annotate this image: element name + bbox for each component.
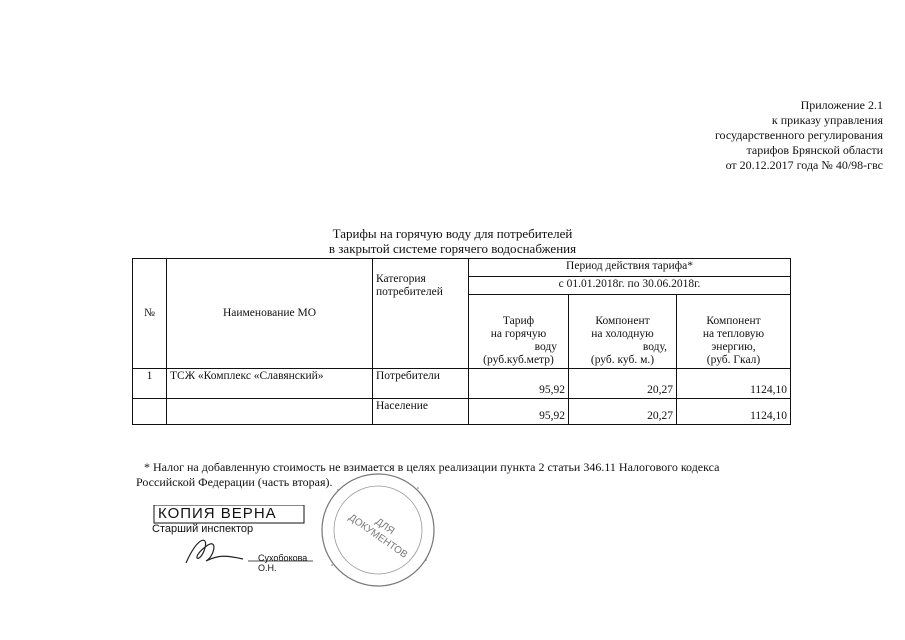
- header-tariff: Тариф на горячую воду (руб.куб.метр): [469, 295, 569, 369]
- stamp-title: КОПИЯ ВЕРНА: [158, 505, 277, 522]
- footnote-line-1: * Налог на добавленную стоимость не взимается в целях реализации пункта 2 статьи 346.11 Налогового кодекса: [144, 460, 720, 474]
- cell-cold: 20,27: [569, 369, 677, 399]
- cell-category: Потребители: [373, 369, 469, 399]
- cell-cold: 20,27: [569, 399, 677, 425]
- cell-tariff: 95,92: [469, 369, 569, 399]
- cell-tariff: 95,92: [469, 399, 569, 425]
- document-title: [0, 226, 905, 256]
- copy-stamp: [148, 505, 318, 575]
- header-heat: Компонент на тепловую энергию, (руб. Гкал): [677, 295, 791, 369]
- stamp-position: Старший инспектор: [152, 523, 254, 535]
- table-row: [133, 399, 791, 425]
- appendix-line: тарифов Брянской области: [746, 143, 883, 157]
- title-line-1: Тарифы на горячую воду для потребителей: [332, 226, 573, 241]
- footnote-line-2: Российской Федерации (часть вторая).: [136, 475, 333, 489]
- stamp-name: Сухобокова О.Н.: [258, 553, 308, 573]
- footnote: [136, 460, 776, 490]
- cell-mo: [167, 399, 373, 425]
- appendix-line: Приложение 2.1: [800, 98, 883, 112]
- header-mo: Наименование МО: [167, 259, 373, 369]
- seal-stamp: [318, 470, 438, 590]
- header-cold: Компонент на холодную воду, (руб. куб. м.): [569, 295, 677, 369]
- cell-num: 1: [133, 369, 167, 399]
- appendix-block: [715, 98, 883, 173]
- header-num: №: [133, 259, 167, 369]
- tariff-table: [132, 258, 791, 425]
- appendix-line: к приказу управления: [771, 113, 883, 127]
- header-category: Категория потребителей: [373, 259, 469, 369]
- appendix-line: от 20.12.2017 года № 40/98-гвс: [725, 158, 883, 172]
- title-line-2: в закрытой системе горячего водоснабжения: [328, 241, 577, 256]
- seal-text: ДЛЯ ДОКУМЕНТОВ: [346, 512, 410, 561]
- table-row: [133, 369, 791, 399]
- appendix-line: государственного регулирования: [714, 128, 883, 142]
- cell-heat: 1124,10: [677, 369, 791, 399]
- header-period: Период действия тарифа*: [469, 259, 791, 277]
- cell-mo: ТСЖ «Комплекс «Славянский»: [167, 369, 373, 399]
- header-period-range: с 01.01.2018г. по 30.06.2018г.: [469, 277, 791, 295]
- cell-num: [133, 399, 167, 425]
- cell-heat: 1124,10: [677, 399, 791, 425]
- cell-category: Население: [373, 399, 469, 425]
